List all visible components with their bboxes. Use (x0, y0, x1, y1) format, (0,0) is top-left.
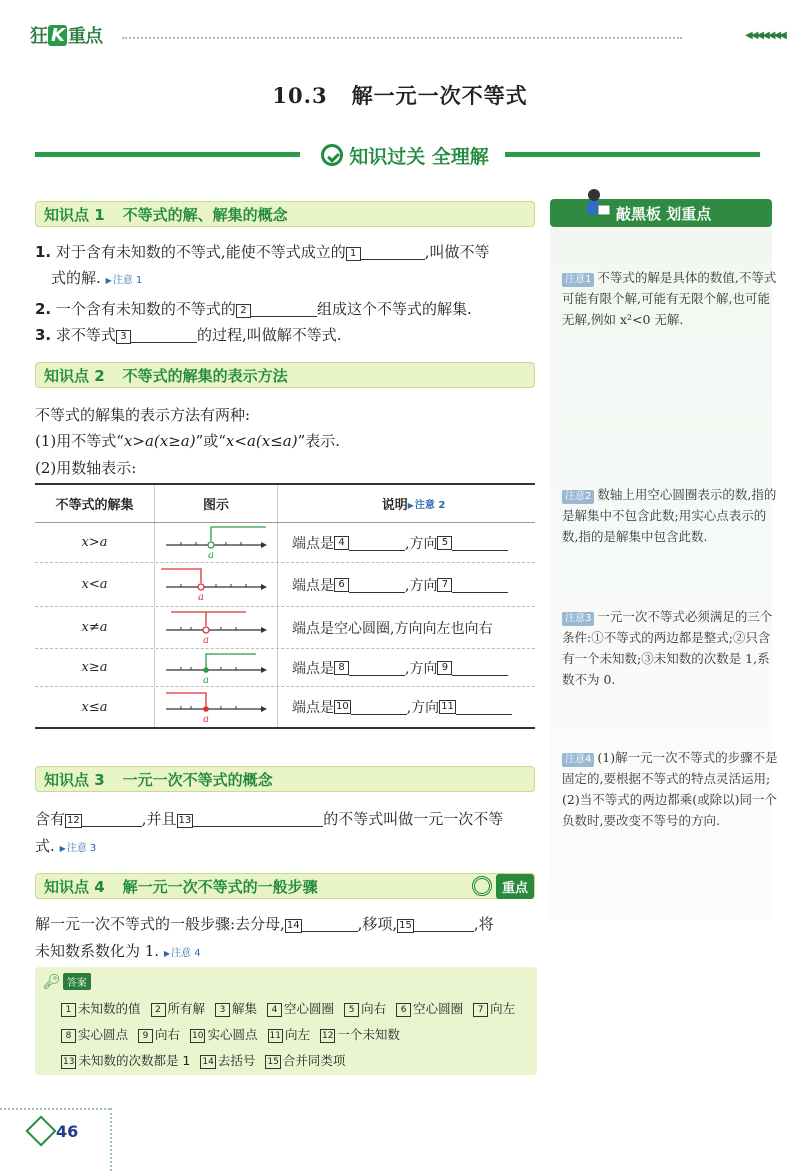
section-title: 知识过关 全理解 (349, 145, 489, 168)
answer-item: 7 向左 (473, 1001, 515, 1016)
answer-blank-3[interactable] (131, 327, 197, 343)
answer-blank-9[interactable] (452, 660, 508, 676)
knowledge-point-2-header: 知识点 2 不等式的解集的表示方法 (35, 362, 535, 388)
answer-blank-2[interactable] (251, 301, 317, 317)
footer-dotted-rule-vertical (110, 1108, 112, 1171)
answer-item: 15 合并同类项 (267, 1053, 346, 1068)
table-row: x≤a a 端点是 10 ,方向 11 (35, 687, 535, 727)
answer-blank-13[interactable] (193, 811, 323, 827)
section-rule-left (35, 152, 300, 157)
svg-text:a: a (203, 714, 209, 725)
header-diagram: 图示 (155, 485, 278, 522)
knowledge-point-3-header: 知识点 3 一元一次不等式的概念 (35, 766, 535, 792)
answer-blank-8[interactable] (349, 660, 405, 676)
side-note-4: 注意4 (1)解一元一次不等式的步骤不是固定的,要根据不等式的特点灵活运用;(2)当不等式的两边都乘(或除以)同一个负数时,要改变不等号的方向. (562, 750, 778, 828)
answer-blank-6[interactable] (349, 577, 405, 593)
knowledge-point-4-header: 知识点 4 解一元一次不等式的一般步骤 重点 (35, 873, 535, 899)
note-ref-4[interactable]: ▶ 注意 4 (164, 948, 201, 959)
logo-suffix: 重点 (67, 26, 102, 47)
header-solution-set: 不等式的解集 (35, 485, 155, 522)
answer-item: 1 未知数的值 (61, 1001, 141, 1016)
kp1-line-2: 2. 一个含有未知数的不等式的 2 组成这个不等式的解集. (35, 300, 472, 318)
table-row: x>a a 端点是 4 ,方向 5 (35, 523, 535, 563)
kp1-line-1: 1. 对于含有未知数的不等式,能使不等式成立的 1 ,叫做不等 (35, 243, 490, 261)
key-icon: 🔑︎ (43, 973, 61, 990)
svg-text:a: a (203, 634, 209, 646)
table-row: x<a a 端点是 6 ,方向 7 (35, 563, 535, 607)
note-ref-1[interactable]: ▶ 注意 1 (106, 275, 143, 286)
blank-number-3: 3 (116, 330, 131, 344)
blank-number-1: 1 (346, 247, 361, 261)
number-line-diagram (155, 523, 278, 562)
check-circle-icon (321, 144, 343, 166)
kp2-intro: 不等式的解集的表示方法有两种: (35, 406, 251, 424)
table-header-row (35, 485, 535, 523)
kp1-number: 知识点 1 (44, 205, 105, 224)
kp3-line-1: 含有 12 ,并且 13 的不等式叫做一元一次不等 (35, 810, 504, 828)
answer-item: 5 向右 (344, 1001, 386, 1016)
side-note-1: 注意1 不等式的解是具体的数值,不等式可能有限个解,可能有无限个解,也可能无解,例如 x²<0 无解. (562, 270, 777, 327)
table-row: x≠a a 端点是空心圆圈,方向向左也向右 (35, 607, 535, 649)
footer-dotted-rule (0, 1108, 110, 1110)
teacher-icon (580, 187, 610, 227)
lesson-number: 10.3 (272, 83, 328, 108)
side-banner: 敲黑板 划重点 (550, 199, 772, 227)
lesson-title: 解一元一次不等式 (351, 83, 528, 108)
answer-item: 2 所有解 (151, 1001, 206, 1016)
side-note-3: 注意3 一元一次不等式必须满足的三个条件:①不等式的两边都是整式;②只含有一个未知数;③未知数的次数是 1,系数不为 0. (562, 609, 773, 687)
note-ref-2[interactable]: ▶ 注意 2 (408, 496, 446, 511)
kp2-method-1: (1)用不等式“x>a(x≥a)”或“x<a(x≤a)”表示. (35, 432, 341, 450)
header-dotted-rule (122, 37, 682, 39)
number-line-diagram (155, 687, 278, 727)
knowledge-point-1-header (35, 201, 535, 227)
svg-text:a: a (203, 674, 209, 686)
answer-blank-7[interactable] (452, 577, 508, 593)
compass-icon (25, 1115, 56, 1146)
note-ref-3[interactable]: ▶ 注意 3 (60, 843, 97, 854)
kp4-line-1: 解一元一次不等式的一般步骤:去分母, 14 ,移项, 15 ,将 (35, 915, 494, 933)
target-icon (472, 876, 492, 896)
blank-number-2: 2 (236, 304, 251, 318)
answer-blank-1[interactable] (361, 244, 425, 260)
number-line-diagram (155, 649, 278, 686)
answer-blank-10[interactable] (351, 699, 407, 715)
logo-k: K (48, 25, 67, 46)
answer-blank-11[interactable] (456, 699, 512, 715)
brand-logo (30, 22, 102, 48)
logo-prefix: 狂 (30, 26, 47, 47)
number-line-diagram (155, 607, 278, 648)
solution-set-table (35, 483, 535, 729)
answer-blank-5[interactable] (452, 535, 508, 551)
key-point-badge: 重点 (472, 873, 534, 899)
section-heading (305, 140, 505, 170)
answer-item: 9 向右 (138, 1027, 180, 1042)
answer-item: 6 空心圆圈 (396, 1001, 463, 1016)
svg-text:a: a (208, 549, 214, 561)
page-number: 46 (30, 1120, 78, 1142)
kp3-line-2: 式. ▶ 注意 3 (35, 834, 535, 861)
section-rule-right (505, 152, 760, 157)
answer-item: 4 空心圆圈 (267, 1001, 334, 1016)
side-note-2: 注意2 数轴上用空心圆圈表示的数,指的是解集中不包含此数;用实心点表示的数,指的是解集中包含此数. (562, 487, 777, 544)
answer-blank-4[interactable] (349, 535, 405, 551)
kp1-line-1b: 式的解. ▶ 注意 1 (35, 266, 535, 293)
answer-item: 13 未知数的次数都是 1 (63, 1053, 191, 1068)
answer-blank-14[interactable] (302, 916, 358, 932)
answer-list (61, 996, 531, 1074)
answer-box (35, 967, 537, 1075)
answer-item: 14 去括号 (202, 1053, 256, 1068)
answer-item: 10 实心圆点 (192, 1027, 258, 1042)
page-title (0, 80, 800, 110)
answer-item: 12 一个未知数 (321, 1027, 400, 1042)
kp4-line-2: 未知数系数化为 1. ▶ 注意 4 (35, 939, 535, 966)
svg-text:a: a (198, 591, 204, 603)
arrow-left-icons: ◀◀◀◀◀◀◀ (745, 30, 785, 41)
answer-item: 11 向左 (269, 1027, 310, 1042)
answer-blank-15[interactable] (414, 916, 474, 932)
answer-tag: 🔑︎ 答案 (43, 973, 91, 990)
kp2-method-2: (2)用数轴表示: (35, 459, 137, 477)
header-explanation: 说明 ▶ 注意 2 (278, 485, 535, 522)
number-line-diagram (155, 563, 278, 606)
answer-blank-12[interactable] (82, 811, 142, 827)
table-row: x≥a a 端点是 8 ,方向 9 (35, 649, 535, 687)
kp1-title: 不等式的解、解集的概念 (122, 205, 288, 224)
kp1-line-3: 3. 求不等式 3 的过程,叫做解不等式. (35, 326, 342, 344)
answer-item: 3 解集 (215, 1001, 257, 1016)
answer-item: 8 实心圆点 (61, 1027, 128, 1042)
